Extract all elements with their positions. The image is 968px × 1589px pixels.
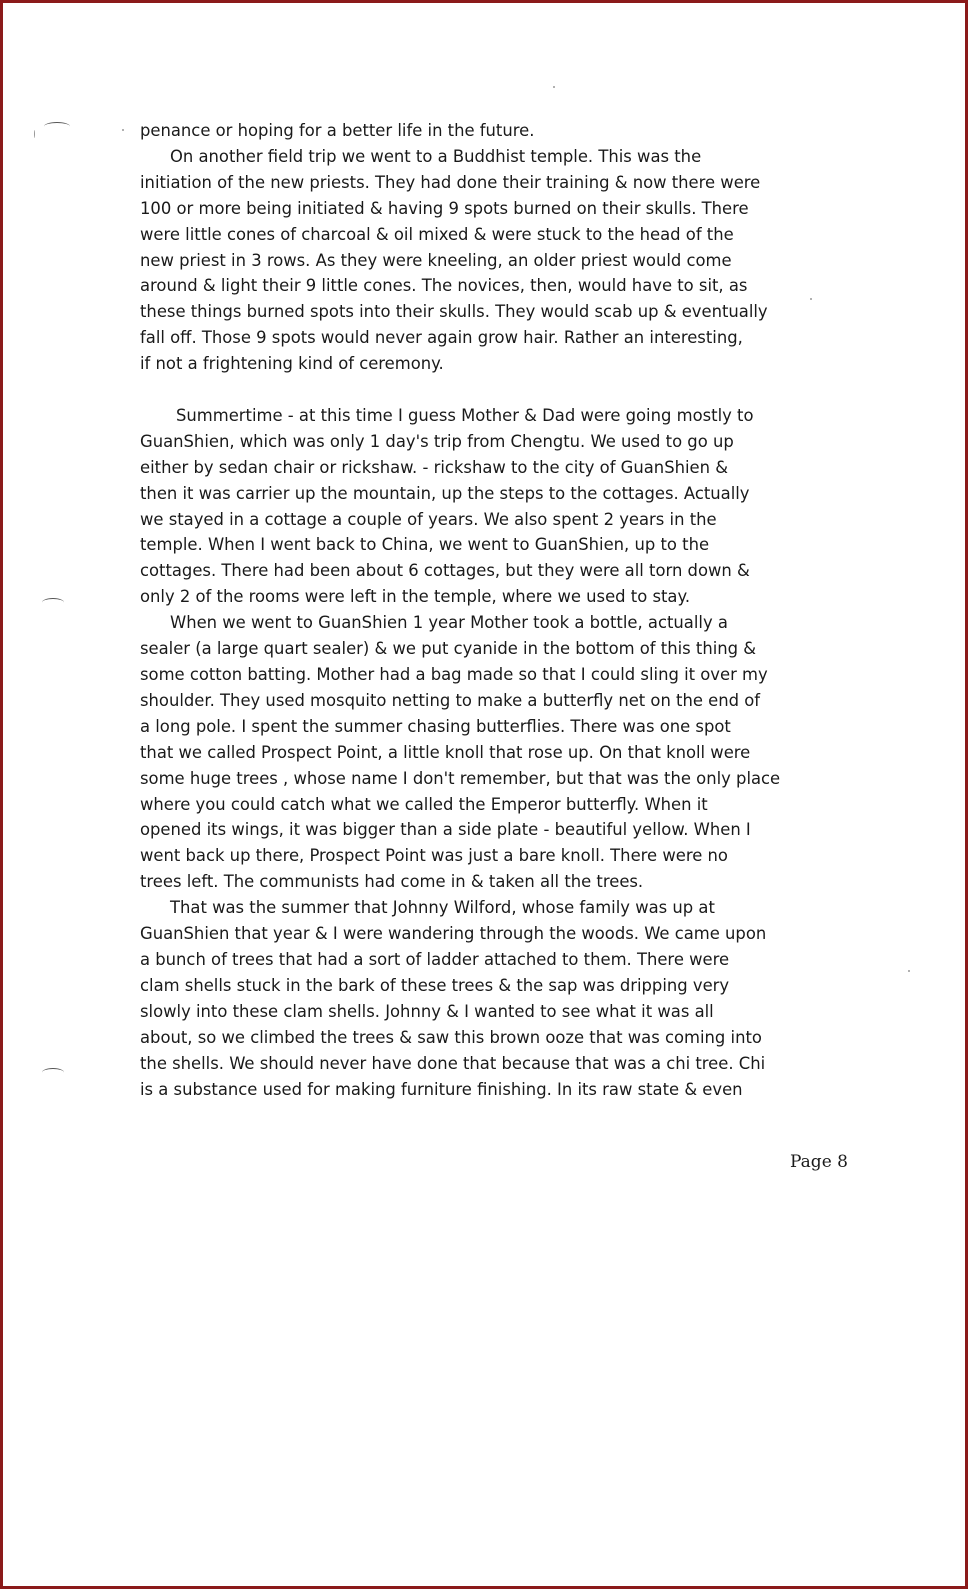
text-line: shoulder. They used mosquito netting to make a butterfly net on the end of bbox=[140, 690, 761, 710]
text-line: about, so we climbed the trees & saw this brown ooze that was coming into bbox=[140, 1027, 762, 1047]
scan-mark-middle bbox=[42, 598, 64, 607]
text-line: GuanShien that year & I were wandering through the woods. We came upon bbox=[140, 924, 767, 944]
text-line: some cotton batting. Mother had a bag made so that I could sling it over my bbox=[140, 665, 768, 685]
text-line: some huge trees , whose name I don't remember, but that was the only place bbox=[140, 768, 781, 788]
text-line: opened its wings, it was bigger than a side plate - beautiful yellow. When I bbox=[140, 820, 751, 840]
paragraph-5 bbox=[140, 895, 810, 1102]
text-line: either by sedan chair or rickshaw. - rickshaw to the city of GuanShien & bbox=[140, 457, 729, 477]
page-number: Page 8 bbox=[790, 1152, 848, 1172]
text-line: 100 or more being initiated & having 9 spots burned on their skulls. There bbox=[140, 198, 749, 218]
text-line: penance or hoping for a better life in the future. bbox=[140, 121, 535, 140]
paragraph-2 bbox=[140, 144, 810, 377]
scan-dot bbox=[908, 970, 910, 972]
paragraph-1 bbox=[140, 118, 810, 144]
text-line: fall off. Those 9 spots would never again grow hair. Rather an interesting, bbox=[140, 328, 743, 348]
text-line: around & light their 9 little cones. The novices, then, would have to sit, as bbox=[140, 276, 748, 296]
text-line: these things burned spots into their skulls. They would scab up & eventually bbox=[140, 302, 768, 322]
text-line: initiation of the new priests. They had done their training & now there were bbox=[140, 172, 761, 192]
text-line: that we called Prospect Point, a little knoll that rose up. On that knoll were bbox=[140, 742, 751, 762]
text-line: trees left. The communists had come in & taken all the trees. bbox=[140, 872, 644, 892]
scan-dot bbox=[810, 298, 812, 300]
scan-dot bbox=[553, 86, 555, 88]
text-line: new priest in 3 rows. As they were kneeling, an older priest would come bbox=[140, 250, 732, 270]
paragraph-4 bbox=[140, 610, 810, 895]
text-line: GuanShien, which was only 1 day's trip from Chengtu. We used to go up bbox=[140, 431, 734, 451]
text-line: the shells. We should never have done that because that was a chi tree. Chi bbox=[140, 1053, 766, 1073]
text-line: were little cones of charcoal & oil mixed & were stuck to the head of the bbox=[140, 224, 734, 244]
text-line: we stayed in a cottage a couple of years. We also spent 2 years in the bbox=[140, 509, 717, 529]
text-line: That was the summer that Johnny Wilford, whose family was up at bbox=[170, 898, 715, 918]
scan-mark-top bbox=[44, 122, 70, 131]
text-line: clam shells stuck in the bark of these trees & the sap was dripping very bbox=[140, 975, 730, 995]
text-line: cottages. There had been about 6 cottages, but they were all torn down & bbox=[140, 561, 750, 581]
text-line: then it was carrier up the mountain, up the steps to the cottages. Actually bbox=[140, 483, 750, 503]
text-line: a bunch of trees that had a sort of ladder attached to them. There were bbox=[140, 949, 730, 969]
text-line: went back up there, Prospect Point was just a bare knoll. There were no bbox=[140, 846, 728, 866]
text-line: When we went to GuanShien 1 year Mother took a bottle, actually a bbox=[170, 613, 728, 633]
text-line: On another field trip we went to a Buddhist temple. This was the bbox=[170, 146, 702, 166]
paragraph-3 bbox=[140, 403, 810, 610]
text-line: sealer (a large quart sealer) & we put cyanide in the bottom of this thing & bbox=[140, 639, 757, 659]
text-line: if not a frightening kind of ceremony. bbox=[140, 354, 444, 374]
text-line: slowly into these clam shells. Johnny & I wanted to see what it was all bbox=[140, 1001, 714, 1021]
text-line: a long pole. I spent the summer chasing butterflies. There was one spot bbox=[140, 716, 731, 736]
text-line: temple. When I went back to China, we went to GuanShien, up to the bbox=[140, 535, 710, 555]
scan-dot bbox=[34, 130, 35, 138]
text-line: Summertime - at this time I guess Mother & Dad were going mostly to bbox=[176, 405, 754, 425]
paragraph-spacer bbox=[140, 377, 810, 403]
text-line: where you could catch what we called the Emperor butterfly. When it bbox=[140, 794, 708, 814]
text-line: only 2 of the rooms were left in the temple, where we used to stay. bbox=[140, 587, 691, 607]
text-line: is a substance used for making furniture finishing. In its raw state & even bbox=[140, 1079, 743, 1099]
document-body bbox=[140, 118, 810, 1102]
scan-mark-bottom bbox=[42, 1068, 64, 1077]
scan-dot bbox=[122, 129, 124, 131]
